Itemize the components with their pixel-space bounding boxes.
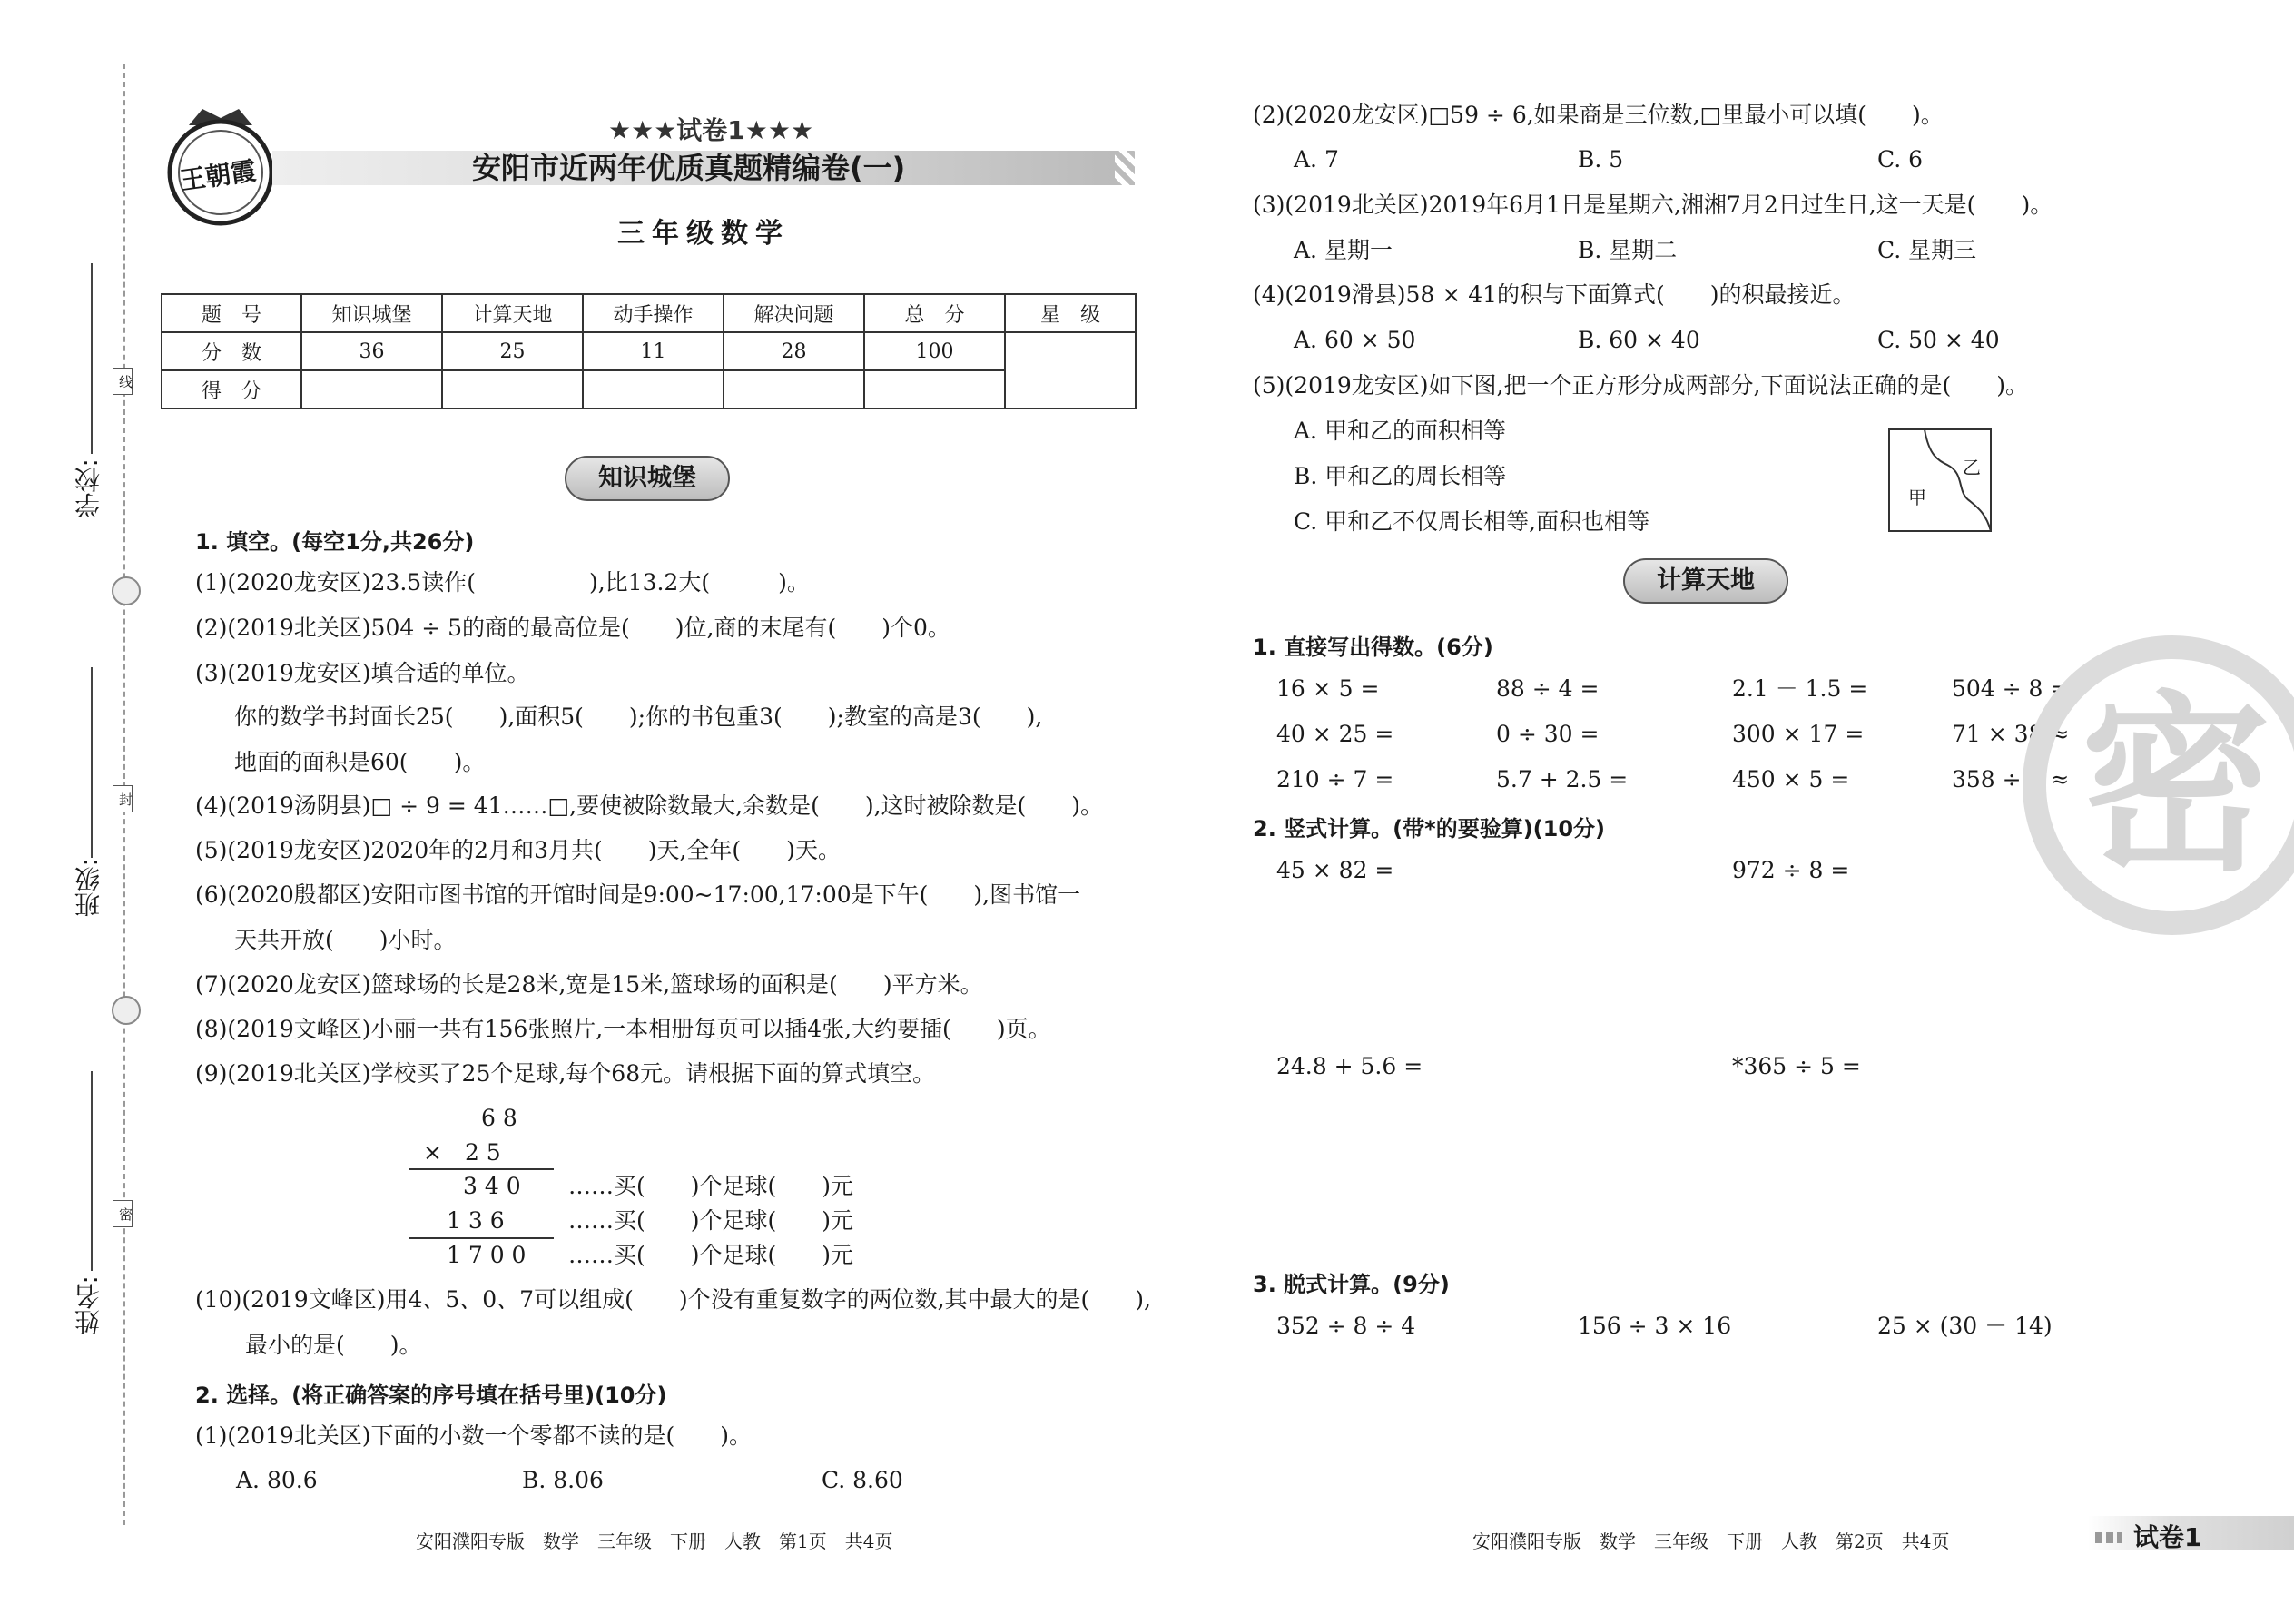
oral-calc-item: 0 ÷ 30 = — [1496, 721, 1600, 747]
corner-tag-squares — [2095, 1532, 2122, 1543]
vertical-calc-item: 972 ÷ 8 = — [1732, 857, 1850, 883]
page-footer-right: 安阳濮阳专版 数学 三年级 下册 人教 第2页 共4页 — [1472, 1530, 1950, 1552]
choice-option[interactable]: C. 50 × 40 — [1877, 327, 2000, 353]
page-footer-left: 安阳濮阳专版 数学 三年级 下册 人教 第1页 共4页 — [416, 1530, 893, 1552]
oral-calc-item: 504 ÷ 8 = — [1952, 675, 2070, 702]
q1-line: (2)(2019北关区)504 ÷ 5的商的最高位是( )位,商的末尾有( )个0。 — [195, 615, 950, 641]
vertical-calc-item: 24.8 + 5.6 = — [1276, 1053, 1423, 1079]
choice-option[interactable]: A. 甲和乙的面积相等 — [1294, 418, 1506, 444]
figure-label-jia: 甲 — [1908, 487, 1926, 508]
oral-calc-item: 2.1 － 1.5 = — [1732, 675, 1868, 702]
mult-note: ……买( )个足球( )元 — [568, 1242, 854, 1268]
table-row — [162, 370, 1136, 408]
q1-title: 1. 填空。(每空1分,共26分) — [195, 529, 475, 555]
school-field[interactable] — [91, 263, 93, 454]
choice-option[interactable]: B. 5 — [1578, 146, 1624, 172]
corner-tag — [2088, 1516, 2294, 1550]
oral-calc-item: 5.7 + 2.5 = — [1496, 766, 1629, 792]
table-cell: 计算天地 — [442, 294, 583, 332]
table-cell: 动手操作 — [583, 294, 724, 332]
oral-calc-item: 300 × 17 = — [1732, 721, 1865, 747]
q1-line: 天共开放( )小时。 — [234, 927, 457, 953]
q2-question: (4)(2019滑县)58 × 41的积与下面算式( )的积最接近。 — [1253, 281, 1856, 308]
binding-mark-seal: 封 — [113, 785, 133, 812]
section-calc: 计算天地 — [1623, 558, 1788, 604]
logo-text: 王朝霞 — [178, 155, 259, 196]
class-field[interactable] — [91, 667, 93, 858]
q2-question: (1)(2019北关区)下面的小数一个零都不读的是( )。 — [195, 1422, 753, 1449]
q1-line: 最小的是( )。 — [245, 1332, 422, 1358]
header-ribbon-end — [1115, 151, 1135, 185]
table-cell: 解决问题 — [724, 294, 864, 332]
q1-line: (5)(2019龙安区)2020年的2月和3月共( )天,全年( )天。 — [195, 837, 841, 863]
table-row — [162, 332, 1136, 370]
table-cell: 题 号 — [162, 294, 301, 332]
oral-calc-item: 88 ÷ 4 = — [1496, 675, 1600, 702]
score-input-cell[interactable] — [442, 370, 583, 408]
oral-calc-item: 358 ÷ 9 ≈ — [1952, 766, 2070, 792]
q1-line: (3)(2019龙安区)填合适的单位。 — [195, 660, 530, 686]
c3-title: 3. 脱式计算。(9分) — [1253, 1272, 1450, 1297]
class-label: 班级: — [74, 858, 103, 918]
choice-option[interactable]: B. 60 × 40 — [1578, 327, 1700, 353]
school-label: 学校: — [74, 458, 103, 518]
square-division-figure — [1888, 428, 1994, 534]
choice-option[interactable]: A. 80.6 — [236, 1467, 318, 1493]
c1-title: 1. 直接写出得数。(6分) — [1253, 635, 1493, 660]
oral-calc-item: 16 × 5 = — [1276, 675, 1380, 702]
mult-total: 1 7 0 0 — [447, 1242, 527, 1268]
table-cell: 星 级 — [1005, 294, 1136, 332]
q2-title: 2. 选择。(将正确答案的序号填在括号里)(10分) — [195, 1383, 667, 1408]
choice-option[interactable]: A. 7 — [1294, 146, 1339, 172]
choice-option[interactable]: B. 星期二 — [1578, 237, 1678, 263]
mult-note: ……买( )个足球( )元 — [568, 1173, 854, 1199]
table-cell: 分 数 — [162, 332, 301, 370]
table-cell: 28 — [724, 332, 864, 370]
choice-option[interactable]: B. 8.06 — [522, 1467, 604, 1493]
q2-question: (3)(2019北关区)2019年6月1日是星期六,湘湘7月2日过生日,这一天是( )。 — [1253, 192, 2053, 218]
exam-badge: ★★★试卷1★★★ — [608, 115, 814, 145]
mult-partial-1: 3 4 0 — [463, 1173, 521, 1199]
mult-partial-2: 1 3 6 — [447, 1207, 505, 1234]
score-input-cell[interactable] — [864, 370, 1005, 408]
table-cell: 25 — [442, 332, 583, 370]
vertical-calc-item: 45 × 82 = — [1276, 857, 1394, 883]
mult-note: ……买( )个足球( )元 — [568, 1207, 854, 1234]
table-cell: 知识城堡 — [301, 294, 442, 332]
choice-option[interactable]: C. 甲和乙不仅周长相等,面积也相等 — [1294, 508, 1650, 535]
choice-option[interactable]: A. 星期一 — [1294, 237, 1393, 263]
c2-title: 2. 竖式计算。(带*的要验算)(10分) — [1253, 816, 1605, 842]
mult-rule — [409, 1168, 554, 1170]
corner-tag-text: 试卷1 — [2133, 1522, 2202, 1552]
table-cell: 总 分 — [864, 294, 1005, 332]
choice-option[interactable]: C. 6 — [1877, 146, 1924, 172]
oral-calc-item: 40 × 25 = — [1276, 721, 1394, 747]
mult-times: × 2 5 — [423, 1139, 501, 1166]
binding-seal-icon — [112, 576, 141, 605]
exam-subtitle: 三年级数学 — [617, 218, 790, 250]
stepwise-calc-item: 156 ÷ 3 × 16 — [1578, 1313, 1732, 1339]
name-field[interactable] — [91, 1071, 93, 1271]
choice-option[interactable]: C. 8.60 — [822, 1467, 903, 1493]
oral-calc-item: 210 ÷ 7 = — [1276, 766, 1394, 792]
figure-label-yi: 乙 — [1963, 457, 1981, 478]
stepwise-calc-item: 352 ÷ 8 ÷ 4 — [1276, 1313, 1416, 1339]
score-input-cell[interactable] — [301, 370, 442, 408]
choice-option[interactable]: B. 甲和乙的周长相等 — [1294, 463, 1507, 489]
q1-line: (10)(2019文峰区)用4、5、0、7可以组成( )个没有重复数字的两位数,其中最大的是( ), — [195, 1286, 1151, 1313]
oral-calc-item: 450 × 5 = — [1732, 766, 1850, 792]
vertical-calc-item: *365 ÷ 5 = — [1732, 1053, 1861, 1079]
q1-line: 地面的面积是60( )。 — [234, 749, 486, 775]
exam-title: 安阳市近两年优质真题精编卷(一) — [472, 151, 906, 185]
binding-mark-line: 线 — [113, 368, 133, 395]
mult-top: 6 8 — [481, 1105, 517, 1131]
binding-seal-icon — [112, 996, 141, 1025]
table-row — [162, 294, 1136, 332]
choice-option[interactable]: A. 60 × 50 — [1294, 327, 1416, 353]
table-cell: 100 — [864, 332, 1005, 370]
mult-rule — [409, 1237, 554, 1239]
q1-line: 你的数学书封面长25( ),面积5( );你的书包重3( );教室的高是3( ), — [234, 704, 1043, 730]
q2-question: (2)(2020龙安区)□59 ÷ 6,如果商是三位数,□里最小可以填( )。 — [1253, 102, 1944, 128]
q1-line: (1)(2020龙安区)23.5读作( ),比13.2大( )。 — [195, 569, 810, 595]
name-label: 姓名: — [74, 1275, 103, 1335]
choice-option[interactable]: C. 星期三 — [1877, 237, 1977, 263]
q1-line: (6)(2020殷都区)安阳市图书馆的开馆时间是9:00~17:00,17:00是下午( ),图书馆一 — [195, 881, 1081, 908]
q2-question: (5)(2019龙安区)如下图,把一个正方形分成两部分,下面说法正确的是( )。 — [1253, 372, 2028, 399]
score-input-cell[interactable] — [724, 370, 864, 408]
table-cell: 得 分 — [162, 370, 301, 408]
q1-line: (9)(2019北关区)学校买了25个足球,每个68元。请根据下面的算式填空。 — [195, 1060, 936, 1087]
table-cell: 11 — [583, 332, 724, 370]
q1-line: (7)(2020龙安区)篮球场的长是28米,宽是15米,篮球场的面积是( )平方米。 — [195, 971, 983, 998]
section-knowledge: 知识城堡 — [565, 456, 730, 501]
table-cell: 36 — [301, 332, 442, 370]
score-table — [161, 293, 1137, 409]
stepwise-calc-item: 25 × (30 － 14) — [1877, 1313, 2053, 1339]
score-input-cell[interactable] — [583, 370, 724, 408]
q1-line: (4)(2019汤阴县)□ ÷ 9 = 41……□,要使被除数最大,余数是( ),这时被除数是( )。 — [195, 792, 1104, 819]
binding-mark-secret: 密 — [113, 1200, 133, 1227]
star-level-cell[interactable] — [1005, 332, 1136, 408]
oral-calc-item: 71 × 38 ≈ — [1952, 721, 2070, 747]
watermark-text: 密 — [2081, 674, 2272, 897]
q1-line: (8)(2019文峰区)小丽一共有156张照片,一本相册每页可以插4张,大约要插( )页。 — [195, 1016, 1051, 1042]
